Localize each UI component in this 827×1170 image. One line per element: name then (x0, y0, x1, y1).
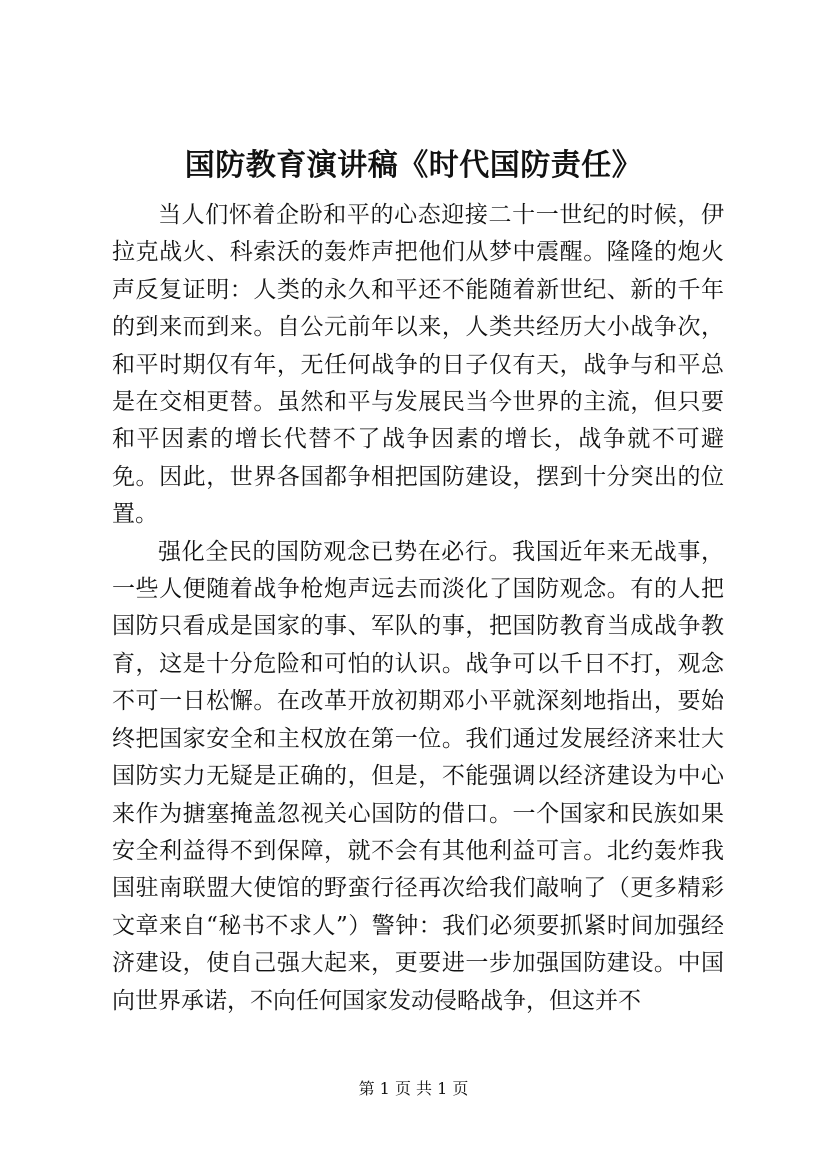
paragraph-2: 强化全民的国防观念已势在必行。我国近年来无战事，一些人便随着战争枪炮声远去而淡化了国防观念。有的人把国防只看成是国家的事、军队的事，把国防教育当成战争教育，这是十分危险和可怕的认识。战争可以千日不打，观念不可一日松懈。在改革开放初期邓小平就深刻地指出，要始终把国家安全和主权放在第一位。我们通过发展经济来壮大国防实力无疑是正确的，但是，不能强调以经济建设为中心来作为搪塞掩盖忽视关心国防的借口。一个国家和民族如果安全利益得不到保障，就不会有其他利益可言。北约轰炸我国驻南联盟大使馆的野蛮行径再次给我们敲响了（更多精彩文章来自“秘书不求人”）警钟：我们必须要抓紧时间加强经济建设，使自己强大起来，更要进一步加强国防建设。中国向世界承诺，不向任何国家发动侵略战争，但这并不 (112, 538, 724, 1014)
document-body (112, 197, 724, 1020)
document-title: 国防教育演讲稿《时代国防责任》 (184, 148, 643, 183)
page-footer: 第 1 页 共 1 页 (358, 1079, 469, 1098)
paragraph-1: 当人们怀着企盼和平的心态迎接二十一世纪的时候，伊拉克战火、科索沃的轰炸声把他们从梦中震醒。隆隆的炮火声反复证明：人类的永久和平还不能随着新世纪、新的千年的到来而到来。自公元前年以来，人类共经历大小战争次，和平时期仅有年，无任何战争的日子仅有天，战争与和平总是在交相更替。虽然和平与发展民当今世界的主流，但只要和平因素的增长代替不了战争因素的增长，战争就不可避免。因此，世界各国都争相把国防建设，摆到十分突出的位置。 (112, 202, 724, 528)
